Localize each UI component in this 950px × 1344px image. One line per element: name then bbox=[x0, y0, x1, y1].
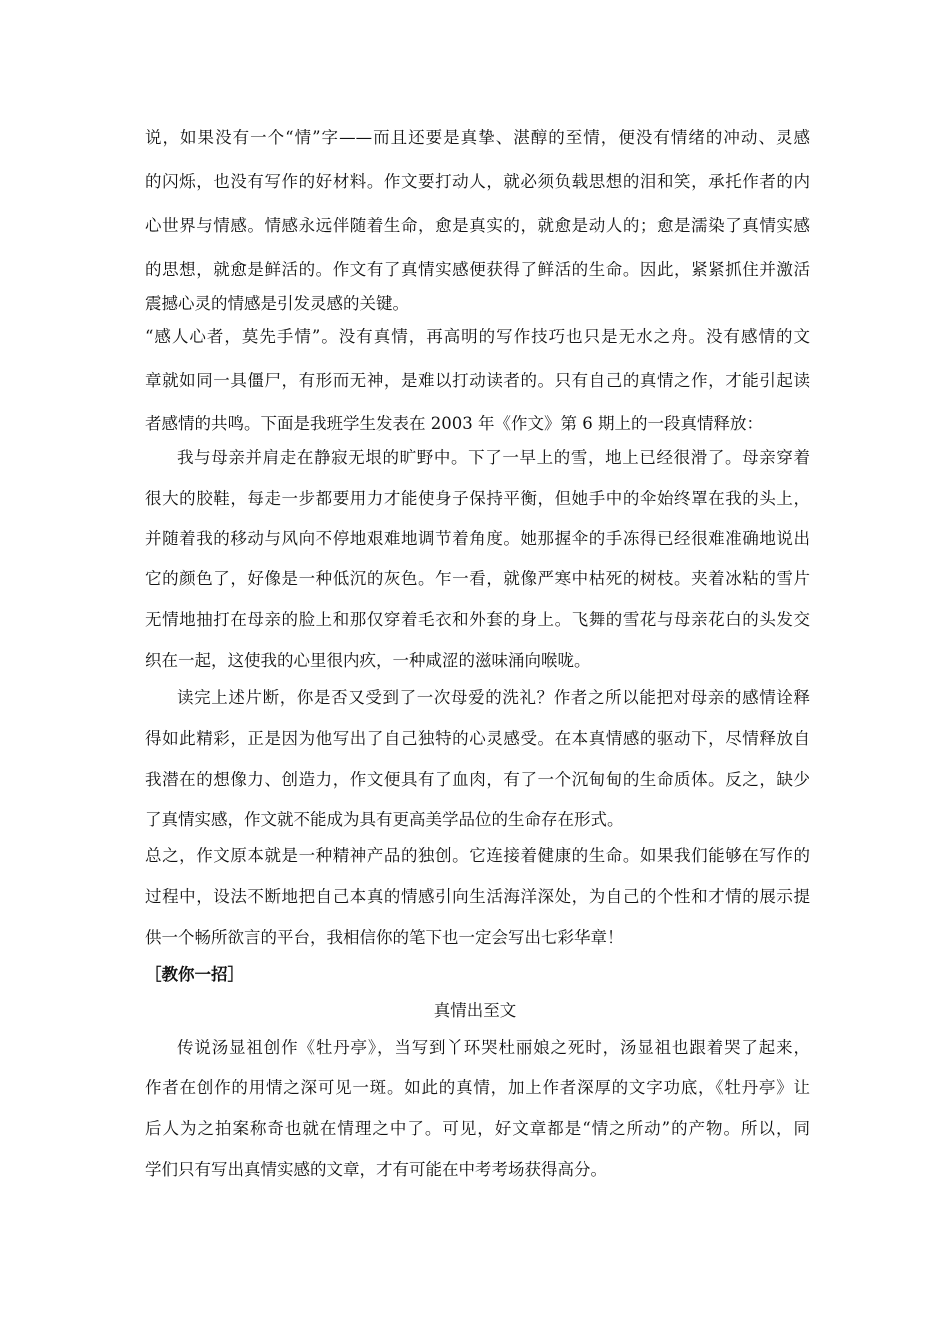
paragraph-line: 学们只有写出真情实感的文章，才有可能在中考考场获得高分。 bbox=[145, 1160, 607, 1179]
paragraph-line: 并随着我的移动与风向不停地艰难地调节着角度。她那握伞的手冻得已经很难准确地说出 bbox=[145, 529, 810, 548]
paragraph-line: 我潜在的想像力、创造力，作文便具有了血肉，有了一个沉甸甸的生命质体。反之，缺少 bbox=[145, 770, 810, 789]
paragraph-line: 过程中，设法不断地把自己本真的情感引向生活海洋深处，为自己的个性和才情的展示提 bbox=[145, 887, 810, 906]
paragraph-line: 我与母亲并肩走在静寂无垠的旷野中。下了一早上的雪，地上已经很滑了。母亲穿着 bbox=[177, 448, 810, 467]
paragraph-line: 心世界与情感。情感永远伴随着生命，愈是真实的，就愈是动人的；愈是濡染了真情实感 bbox=[145, 216, 810, 235]
article-title: 真情出至文 bbox=[433, 1001, 517, 1020]
paragraph-line: 它的颜色了，好像是一种低沉的灰色。乍一看，就像严寒中枯死的树枝。夹着冰粘的雪片 bbox=[145, 569, 810, 588]
paragraph-line: 说，如果没有一个“情”字——而且还要是真挚、湛醇的至情，便没有情绪的冲动、灵感 bbox=[145, 128, 810, 147]
paragraph-line: 很大的胶鞋，每走一步都要用力才能使身子保持平衡，但她手中的伞始终罩在我的头上， bbox=[145, 489, 810, 508]
paragraph-line: 读完上述片断，你是否又受到了一次母爱的洗礼？作者之所以能把对母亲的感情诠释 bbox=[177, 688, 810, 707]
paragraph-line: 无情地抽打在母亲的脸上和那仅穿着毛衣和外套的身上。飞舞的雪花与母亲花白的头发交 bbox=[145, 610, 810, 629]
paragraph-line: “感人心者，莫先手情”。没有真情，再高明的写作技巧也只是无水之舟。没有感情的文 bbox=[145, 327, 810, 346]
paragraph-line: 织在一起，这使我的心里很内疚，一种咸涩的滋味涌向喉咙。 bbox=[145, 651, 591, 670]
paragraph-line: 供一个畅所欲言的平台，我相信你的笔下也一定会写出七彩华章！ bbox=[145, 928, 624, 947]
paragraph-line: 震撼心灵的情感是引发灵感的关键。 bbox=[145, 294, 409, 313]
paragraph-line: 者感情的共鸣。下面是我班学生发表在 2003 年《作文》第 6 期上的一段真情释放： bbox=[145, 414, 763, 433]
paragraph-line: 的思想，就愈是鲜活的。作文有了真情实感便获得了鲜活的生命。因此，紧紧抓住并激活 bbox=[145, 260, 810, 279]
paragraph-line: 的闪烁，也没有写作的好材料。作文要打动人，就必须负载思想的泪和笑，承托作者的内 bbox=[145, 172, 810, 191]
paragraph-line: 传说汤显祖创作《牡丹亭》，当写到丫环哭杜丽娘之死时，汤显祖也跟着哭了起来， bbox=[177, 1038, 810, 1057]
paragraph-line: 作者在创作的用情之深可见一斑。如此的真情，加上作者深厚的文字功底，《牡丹亭》让 bbox=[145, 1078, 810, 1097]
paragraph-line: 章就如同一具僵尸，有形而无神，是难以打动读者的。只有自己的真情之作，才能引起读 bbox=[145, 371, 810, 390]
paragraph-line: 得如此精彩，正是因为他写出了自己独特的心灵感受。在本真情感的驱动下，尽情释放自 bbox=[145, 729, 810, 748]
paragraph-line: 后人为之拍案称奇也就在情理之中了。可见，好文章都是“情之所动”的产物。所以，同 bbox=[145, 1119, 810, 1138]
paragraph-line: 总之，作文原本就是一种精神产品的独创。它连接着健康的生命。如果我们能够在写作的 bbox=[145, 846, 810, 865]
section-heading: ［教你一招］ bbox=[145, 965, 244, 984]
paragraph-line: 了真情实感，作文就不能成为具有更高美学品位的生命存在形式。 bbox=[145, 810, 624, 829]
